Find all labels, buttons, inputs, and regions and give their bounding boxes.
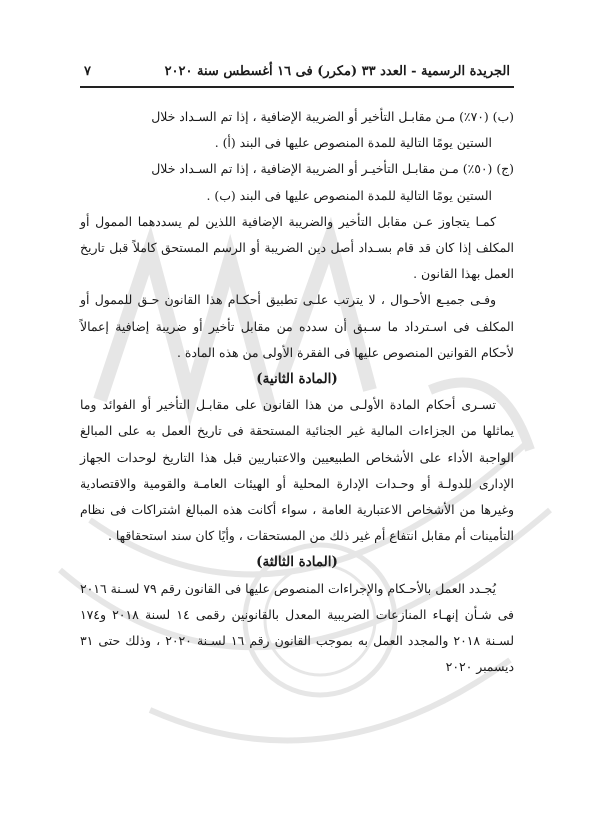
clause-b-line2: الستين يومًا التالية للمدة المنصوص عليها فى البند (أ) . <box>214 135 492 151</box>
running-header <box>84 64 510 79</box>
header-title: الجريدة الرسمية - العدد ٣٣ (مكرر) فى ١٦ أغسطس سنة ٢٠٢٠ <box>164 64 510 79</box>
document-body <box>80 104 514 680</box>
paragraph-article-two: تسـرى أحكام المادة الأولـى من هذا القانون على مقابـل التأخير أو الفوائد وما يماثلها من الجزاءات المالية غير الجنائية المستحقة فى تاريخ العمل به على المبالغ الواجبة الأداء على الأشخاص الطبيعيين والاعتباريين قبل هذا التاريخ لوحدات الجهاز الإدارى للدولـة أو وحـدات الإدارة المحلية أو الهيئات العامـة والقومية والاقتصادية وغيرها من الأشخاص الاعتبارية العامة ، سواء أكانت هذه المبالغ اشتراكات فى نظام التأمينات أم مقابل انتفاع أم غير ذلك من المستحقات ، وأيًا كان سند استحقاقها . <box>80 397 514 544</box>
page-number: ٧ <box>84 64 91 79</box>
paragraph-article-three: يُجـدد العمل بالأحـكام والإجراءات المنصوص عليها فى القانون رقم ٧٩ لسـنة ٢٠١٦ فى شـأن إنهـاء المنازعات الضريبية المعدل بالقانونين رقمى ١٤ لسنة ٢٠١٨ و١٧٤ لسـنة ٢٠١٨ والمجدد العمل به بموجب القانون رقم ١٦ لسـنة ٢٠٢٠ ، وذلك حتى ٣١ ديسمبر ٢٠٢٠ <box>80 580 514 675</box>
heading-article-three: (المادة الثالثة) <box>256 554 338 571</box>
heading-article-two: (المادة الثانية) <box>256 371 338 388</box>
clause-c-line2: الستين يومًا التالية للمدة المنصوص عليها فى البند (ب) . <box>206 187 492 203</box>
clause-b-line1: (ب) (٧٠٪) مـن مقابـل التأخير أو الضريبة الإضافية ، إذا تم السـداد خلال <box>151 109 514 124</box>
paragraph-no-refund: وفـى جميـع الأحـوال ، لا يترتب علـى تطبيق أحكـام هذا القانون حـق للممول أو المكلف فى اسـترداد ما سـبق أن سدده من مقابل تأخير أو ضريبة إضافية إعمالاً لأحكام القوانين المنصوص عليها فى الفقرة الأولى من هذه المادة . <box>80 292 514 360</box>
paragraph-waiver: كمـا يتجاوز عـن مقابل التأخير والضريبة الإضافية اللذين لم يسددهما الممول أو المكلف إذا كان قد قام بسـداد أصل دين الضريبة أو الرسم المستحق كاملاً قبل تاريخ العمل بهذا القانون . <box>80 213 514 282</box>
clause-c-line1: (ج) (٥٠٪) مـن مقابـل التأخيـر أو الضريبة الإضافية ، إذا تم السـداد خلال <box>151 161 514 177</box>
header-divider <box>80 86 514 88</box>
